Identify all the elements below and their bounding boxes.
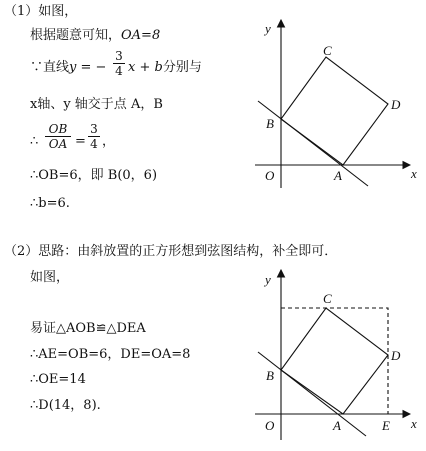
part1-heading: （1）如图， bbox=[4, 4, 78, 19]
fig1-label-c: C bbox=[323, 43, 332, 58]
part1-line1-math: OA=8 bbox=[121, 28, 161, 43]
part1-line2-xb: x + b bbox=[128, 60, 163, 75]
part2-line4: ∴OE=14 bbox=[30, 372, 86, 387]
part2-line3: ∴AE=OB=6，DE=OA=8 bbox=[30, 347, 191, 362]
part1-line5: ∴OB=6，即 B(0，6) bbox=[30, 168, 158, 183]
fig2-label-d: D bbox=[391, 348, 401, 363]
ratio-numerator: OB bbox=[48, 122, 68, 136]
fig2-label-x: x bbox=[411, 416, 417, 431]
figure-1 bbox=[255, 20, 410, 188]
part1-line2-because: ∵直线 bbox=[30, 60, 70, 75]
fig1-square bbox=[281, 57, 388, 165]
fig1-line-ab bbox=[258, 101, 368, 186]
part2-heading: （2）思路：由斜放置的正方形想到弦图结构，补全即可． bbox=[4, 244, 338, 259]
part2-line5: ∴D(14，8). bbox=[30, 398, 101, 413]
fig1-label-a: A bbox=[334, 168, 342, 183]
part2-line1: 如图， bbox=[30, 270, 70, 285]
figure-2-labels bbox=[263, 272, 417, 433]
part1-line4-therefore: ∴ bbox=[30, 134, 39, 149]
part1-line4-post: ， bbox=[102, 134, 116, 149]
ratio-value-numerator: 3 bbox=[90, 122, 98, 136]
part1-line2-post: 分别与 bbox=[162, 60, 202, 75]
fig2-label-o: O bbox=[265, 418, 275, 433]
part1-line4-eq: = bbox=[75, 134, 86, 149]
fig2-label-a: A bbox=[333, 418, 341, 433]
fig1-label-b: B bbox=[266, 116, 274, 131]
fig2-dashed-frame bbox=[281, 308, 388, 414]
figure-2 bbox=[255, 270, 410, 440]
slope-denominator: 4 bbox=[113, 63, 125, 78]
fig1-label-d: D bbox=[391, 97, 401, 112]
ratio-value-denominator: 4 bbox=[88, 136, 100, 151]
part1-line6: ∴b=6. bbox=[30, 196, 70, 211]
fig2-label-e: E bbox=[382, 418, 390, 433]
fig1-label-y: y bbox=[265, 21, 271, 36]
fig2-square bbox=[281, 308, 388, 414]
part2-line2: 易证△AOB≌△DEA bbox=[30, 321, 146, 336]
fig1-label-x: x bbox=[411, 166, 417, 181]
part1-line1-text: 根据题意可知， bbox=[30, 28, 122, 43]
slope-numerator: 3 bbox=[115, 49, 123, 63]
part1-line2-y: y = − bbox=[69, 60, 107, 75]
fig1-label-o: O bbox=[265, 168, 275, 183]
fig2-label-c: C bbox=[323, 291, 332, 306]
figure-1-labels bbox=[263, 21, 417, 183]
part1-line3: x轴、y 轴交于点 A，B bbox=[30, 97, 163, 112]
fig2-label-b: B bbox=[266, 368, 274, 383]
ratio-denominator: OA bbox=[45, 136, 71, 151]
fig2-label-y: y bbox=[265, 272, 271, 287]
